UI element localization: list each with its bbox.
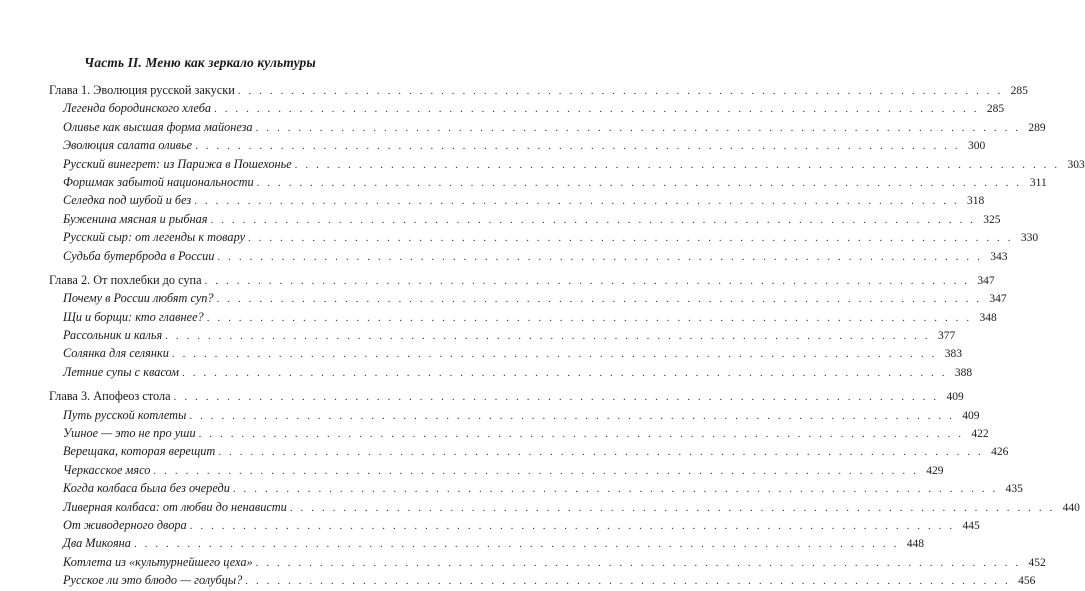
section-title: Котлета из «культурнейшего цеха» [63,554,253,569]
dot-leader [233,480,998,498]
dot-leader [214,100,979,118]
page-number: 348 [979,311,997,324]
section-row [49,571,1036,589]
section-title: Селедка под шубой и без [63,193,192,208]
section-row [49,424,989,442]
part-title: Часть II. Меню как зеркало культуры [84,55,316,70]
dot-leader [238,82,1003,100]
dot-leader [245,572,1010,590]
dot-leader [172,345,937,363]
dot-leader [199,425,964,443]
chapter-title: Глава 2. От похлебки до супа [49,272,202,287]
page-number: 303 [1067,158,1085,171]
page-number: 452 [1028,556,1046,569]
dot-leader [218,443,983,461]
section-title: Форшмак забытой национальности [63,174,254,189]
dot-leader [189,407,954,425]
section-title: Когда колбаса была без очереди [63,481,230,496]
dot-leader [194,192,959,210]
page-number: 311 [1029,176,1047,189]
page-number: 300 [967,140,986,153]
page-number: 409 [946,391,964,404]
section-title: Судьба бутерброда в России [63,248,215,263]
dot-leader [248,229,1013,247]
section-title: Ливерная колбаса: от любви до ненависти [63,499,287,514]
page-number: 383 [944,348,962,361]
section-title: Путь русской котлеты [63,407,187,422]
page-number: 409 [962,409,980,422]
page-number: 426 [991,446,1009,459]
section-row [49,498,1080,516]
dot-leader [210,211,975,229]
section-title: От живодерного двора [63,517,187,532]
dot-leader [165,327,930,345]
chapter-row [49,81,1028,99]
section-row [49,534,924,552]
section-title: Русский сыр: от легенды к товару [63,230,246,245]
section-row [49,344,962,362]
section-title: Черкасское мясо [63,462,151,477]
page-number: 285 [986,103,1005,116]
section-row [49,553,1046,571]
dot-leader [134,535,899,553]
page-number: 285 [1010,85,1028,97]
section-row [49,363,973,381]
section-row [49,210,1001,228]
section-title: Почему в России любят суп? [63,291,214,306]
dot-leader [207,309,972,327]
section-title: Солянка для селянки [63,346,169,361]
chapter-title: Глава 3. Апофеоз стола [49,389,171,404]
dot-leader [182,364,947,382]
page-number: 325 [983,213,1001,226]
dot-leader [153,462,918,480]
section-row [49,247,1008,265]
page-number: 445 [962,519,980,532]
dot-leader [190,517,955,535]
chapter-row [49,387,964,405]
page-number: 318 [967,195,985,208]
chapter-row [49,271,995,289]
section-row [49,516,980,534]
section-row [49,136,986,154]
dot-leader [290,499,1055,517]
section-title: Летние супы с квасом [63,364,180,379]
section-title: Оливье как высшая форма майонеза [63,119,253,134]
dot-leader [205,272,970,290]
dot-leader [295,156,1060,174]
page-number: 347 [977,274,995,287]
table-of-contents [49,81,1085,590]
section-title: Верещака, которая верещит [63,444,216,459]
page-number: 343 [990,250,1008,263]
page-number: 388 [954,366,973,379]
section-title: Русское ли это блюдо — голубцы? [63,573,243,588]
page-number: 448 [906,538,924,551]
page-number: 429 [926,464,944,477]
section-row [49,442,1009,460]
section-row [49,479,1023,497]
section-row [49,118,1046,136]
section-row [49,289,1007,307]
dot-leader [195,137,960,155]
section-title: Буженина мясная и рыбная [63,211,208,226]
section-row [49,228,1039,246]
dot-leader [217,290,982,308]
page-number: 330 [1020,232,1039,245]
section-title: Русский винегрет: из Парижа в Пошехонье [63,156,292,171]
dot-leader [217,248,982,266]
section-title: Щи и борщи: кто главнее? [63,309,204,324]
section-title: Рассольник и калья [63,328,163,343]
section-title: Два Микояна [63,536,131,551]
section-title: Легенда бородинского хлеба [63,101,212,116]
section-row [49,406,980,424]
page-number: 440 [1062,501,1080,514]
dot-leader [174,388,939,406]
section-title: Ушное — это не про уши [63,426,196,441]
section-row [49,461,944,479]
section-row [49,173,1047,191]
dot-leader [256,119,1021,137]
dot-leader [256,554,1021,572]
section-title: Эволюция салата оливье [63,138,193,153]
section-row [49,326,956,344]
page-number: 347 [989,293,1007,306]
chapter-title: Глава 1. Эволюция русской закуски [49,83,235,97]
page-number: 435 [1005,483,1023,496]
section-row [49,308,997,326]
page-number: 456 [1018,575,1036,588]
section-row [49,155,1085,173]
page-number: 377 [937,330,956,343]
page-number: 422 [971,428,989,441]
section-row [49,191,985,209]
section-row [49,99,1005,117]
page-number: 289 [1028,121,1046,134]
dot-leader [257,174,1022,192]
